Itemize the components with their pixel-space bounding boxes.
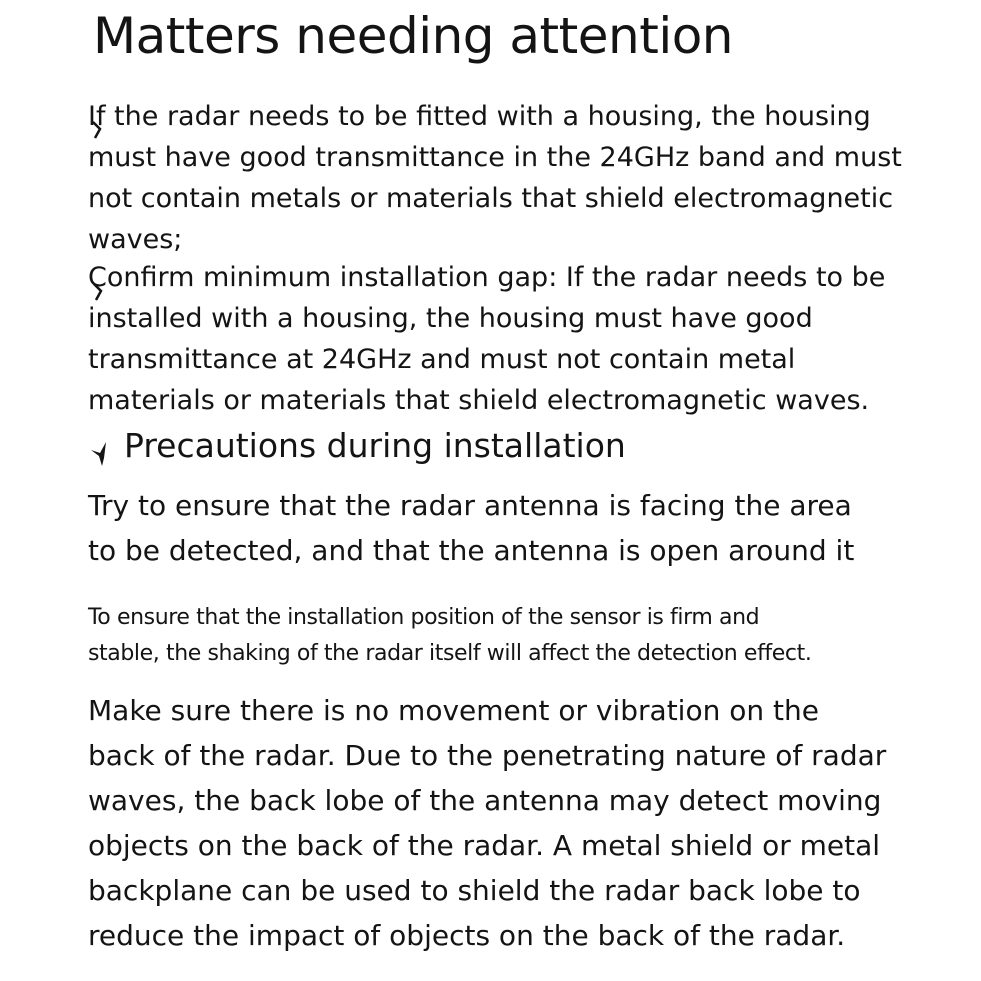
antenna-paragraph: [88, 483, 854, 573]
back-lobe-paragraph: [88, 688, 886, 958]
paragraph-line: stable, the shaking of the radar itself will affect the detection effect.: [88, 641, 812, 666]
arrow-bullet-icon: [90, 438, 108, 468]
paragraph-line: Make sure there is no movement or vibration on the: [88, 694, 819, 727]
paragraph-line: Confirm minimum installation gap: If the radar needs to be: [88, 262, 886, 293]
paragraph-line: waves, the back lobe of the antenna may detect moving: [88, 784, 882, 817]
paragraph-line: transmittance at 24GHz and must not contain metal: [88, 344, 796, 375]
paragraph-line: Try to ensure that the radar antenna is facing the area: [88, 489, 852, 522]
paragraph-line: to be detected, and that the antenna is open around it: [88, 534, 855, 567]
stability-paragraph: [88, 600, 811, 672]
paragraph-line: objects on the back of the radar. A metal shield or metal: [88, 829, 881, 862]
paragraph-line: back of the radar. Due to the penetrating nature of radar: [88, 739, 887, 772]
section-subheading: Precautions during installation: [124, 426, 626, 465]
housing-paragraph: [88, 96, 902, 260]
paragraph-line: reduce the impact of objects on the back of the radar.: [88, 919, 846, 952]
ink-mark-icon: [91, 120, 103, 140]
paragraph-line: To ensure that the installation position of the sensor is firm and: [88, 605, 760, 630]
ink-mark-icon: [92, 282, 104, 302]
paragraph-line: materials or materials that shield electromagnetic waves.: [88, 385, 870, 416]
paragraph-line: If the radar needs to be fitted with a housing, the housing: [88, 101, 871, 132]
paragraph-line: must have good transmittance in the 24GHz band and must: [88, 142, 902, 173]
paragraph-line: waves;: [88, 224, 183, 255]
paragraph-line: installed with a housing, the housing must have good: [88, 303, 813, 334]
page-title: Matters needing attention: [93, 7, 733, 65]
paragraph-line: not contain metals or materials that shield electromagnetic: [88, 183, 894, 214]
paragraph-line: backplane can be used to shield the radar back lobe to: [88, 874, 861, 907]
gap-paragraph: [88, 257, 885, 421]
